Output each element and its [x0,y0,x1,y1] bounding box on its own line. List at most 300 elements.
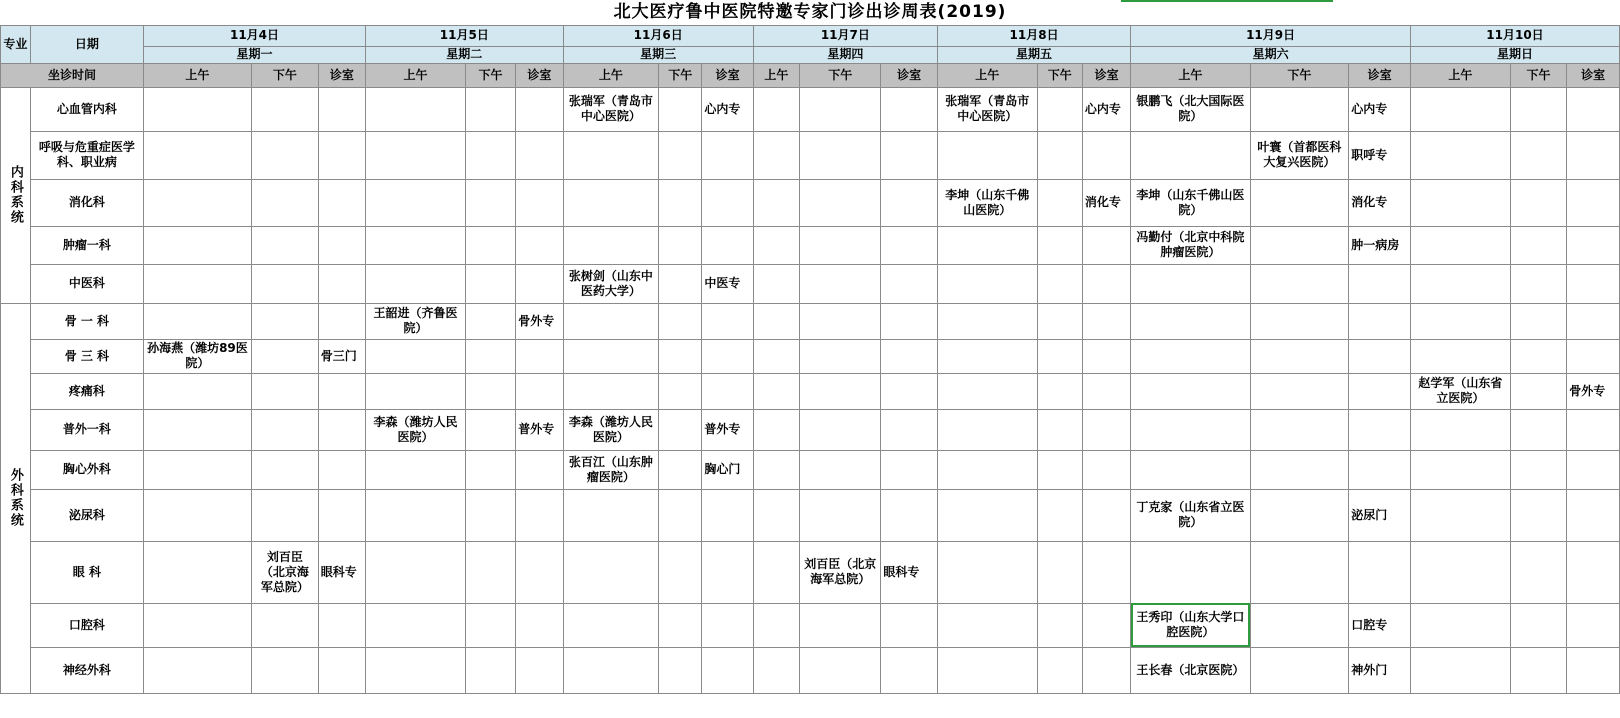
afternoon-cell[interactable] [659,226,702,264]
room-cell[interactable] [1082,647,1130,693]
room-cell[interactable]: 心内专 [702,87,753,131]
afternoon-cell[interactable] [1037,179,1082,226]
room-cell[interactable] [516,603,563,647]
morning-cell[interactable]: 丁克家（山东省立医院） [1131,489,1250,541]
room-cell[interactable] [1349,541,1411,603]
room-cell[interactable]: 心内专 [1082,87,1130,131]
morning-cell[interactable] [1131,450,1250,489]
afternoon-cell[interactable] [251,303,318,339]
morning-cell[interactable]: 张树剑（山东中医药大学） [563,264,659,303]
afternoon-cell[interactable] [1037,131,1082,179]
room-cell[interactable] [318,303,365,339]
morning-cell[interactable] [937,373,1037,409]
morning-cell[interactable] [143,264,251,303]
room-cell[interactable]: 口腔专 [1349,603,1411,647]
morning-cell[interactable] [1410,131,1510,179]
afternoon-cell[interactable] [1037,226,1082,264]
morning-cell[interactable] [937,264,1037,303]
morning-cell[interactable]: 王秀印（山东大学口腔医院） [1131,603,1250,647]
afternoon-cell[interactable] [659,541,702,603]
afternoon-cell[interactable] [251,409,318,450]
morning-cell[interactable]: 孙海燕（潍坊89医院） [143,339,251,373]
morning-cell[interactable] [563,489,659,541]
afternoon-cell[interactable] [1250,264,1349,303]
room-cell[interactable]: 眼科专 [318,541,365,603]
morning-cell[interactable] [563,131,659,179]
morning-cell[interactable] [1410,226,1510,264]
room-cell[interactable] [516,264,563,303]
morning-cell[interactable] [937,647,1037,693]
morning-cell[interactable] [1410,179,1510,226]
morning-cell[interactable] [753,647,799,693]
morning-cell[interactable] [366,603,466,647]
room-cell[interactable] [516,131,563,179]
room-cell[interactable] [881,339,938,373]
morning-cell[interactable] [937,226,1037,264]
afternoon-cell[interactable] [659,373,702,409]
room-cell[interactable] [318,264,365,303]
morning-cell[interactable] [937,489,1037,541]
morning-cell[interactable] [563,541,659,603]
morning-cell[interactable] [937,409,1037,450]
room-cell[interactable] [1082,409,1130,450]
room-cell[interactable] [881,303,938,339]
room-cell[interactable] [318,373,365,409]
morning-cell[interactable] [1410,603,1510,647]
morning-cell[interactable]: 王韶进（齐鲁医院） [366,303,466,339]
afternoon-cell[interactable] [1250,339,1349,373]
morning-cell[interactable] [563,303,659,339]
room-cell[interactable] [881,264,938,303]
room-cell[interactable] [1082,541,1130,603]
morning-cell[interactable] [753,179,799,226]
afternoon-cell[interactable] [800,179,881,226]
room-cell[interactable] [1082,264,1130,303]
morning-cell[interactable] [366,226,466,264]
afternoon-cell[interactable] [1037,303,1082,339]
room-cell[interactable] [1082,131,1130,179]
morning-cell[interactable] [1131,373,1250,409]
morning-cell[interactable] [1131,541,1250,603]
morning-cell[interactable] [753,489,799,541]
room-cell[interactable] [1567,541,1620,603]
afternoon-cell[interactable] [251,603,318,647]
afternoon-cell[interactable] [1250,303,1349,339]
morning-cell[interactable] [753,226,799,264]
afternoon-cell[interactable] [800,87,881,131]
afternoon-cell[interactable] [251,131,318,179]
afternoon-cell[interactable] [659,603,702,647]
room-cell[interactable] [1567,226,1620,264]
morning-cell[interactable] [563,647,659,693]
afternoon-cell[interactable] [1250,450,1349,489]
selection-indicator [1121,0,1333,2]
morning-cell[interactable] [1410,409,1510,450]
room-cell[interactable] [516,339,563,373]
morning-cell[interactable]: 李坤（山东千佛山医院） [1131,179,1250,226]
room-cell[interactable] [881,131,938,179]
afternoon-cell[interactable] [1037,264,1082,303]
room-cell[interactable]: 神外门 [1349,647,1411,693]
afternoon-cell[interactable] [1037,87,1082,131]
room-cell[interactable] [1349,373,1411,409]
afternoon-cell[interactable] [465,303,515,339]
morning-cell[interactable] [143,541,251,603]
afternoon-cell[interactable] [1510,373,1567,409]
morning-cell[interactable] [143,409,251,450]
room-cell[interactable] [1082,603,1130,647]
afternoon-cell[interactable] [251,226,318,264]
morning-cell[interactable] [937,450,1037,489]
morning-cell[interactable] [1410,87,1510,131]
afternoon-cell[interactable] [251,87,318,131]
afternoon-cell[interactable] [1250,409,1349,450]
room-cell[interactable] [1567,131,1620,179]
morning-cell[interactable] [753,264,799,303]
morning-cell[interactable] [937,339,1037,373]
morning-cell[interactable] [143,373,251,409]
afternoon-cell[interactable] [659,303,702,339]
morning-cell[interactable] [1131,409,1250,450]
afternoon-cell[interactable] [465,264,515,303]
room-cell[interactable] [1567,303,1620,339]
afternoon-cell[interactable] [1510,450,1567,489]
room-cell[interactable] [516,373,563,409]
afternoon-cell[interactable] [1510,603,1567,647]
morning-cell[interactable] [143,603,251,647]
room-cell[interactable] [702,131,753,179]
afternoon-cell[interactable] [465,373,515,409]
afternoon-cell[interactable] [800,226,881,264]
morning-cell[interactable] [1410,303,1510,339]
afternoon-cell[interactable] [1037,489,1082,541]
afternoon-cell[interactable] [1250,489,1349,541]
afternoon-cell[interactable] [800,131,881,179]
afternoon-cell[interactable] [800,603,881,647]
afternoon-cell[interactable] [465,179,515,226]
afternoon-cell[interactable] [251,373,318,409]
room-cell[interactable]: 骨外专 [1567,373,1620,409]
room-cell[interactable] [702,303,753,339]
room-cell[interactable] [702,647,753,693]
morning-cell[interactable]: 王长春（北京医院） [1131,647,1250,693]
morning-cell[interactable]: 银鹏飞（北大国际医院） [1131,87,1250,131]
afternoon-cell[interactable] [1250,647,1349,693]
room-cell[interactable] [516,489,563,541]
afternoon-cell[interactable] [659,131,702,179]
afternoon-cell[interactable] [1250,179,1349,226]
room-cell[interactable]: 普外专 [516,409,563,450]
afternoon-cell[interactable] [659,339,702,373]
afternoon-cell[interactable] [659,489,702,541]
room-cell[interactable] [516,541,563,603]
afternoon-cell[interactable] [800,303,881,339]
room-cell[interactable]: 职呼专 [1349,131,1411,179]
afternoon-cell[interactable] [800,373,881,409]
morning-cell[interactable] [366,450,466,489]
room-cell[interactable] [1567,450,1620,489]
afternoon-cell[interactable] [465,603,515,647]
afternoon-cell[interactable] [1250,87,1349,131]
room-cell[interactable]: 胸心门 [702,450,753,489]
morning-cell[interactable] [563,603,659,647]
room-cell[interactable] [881,179,938,226]
afternoon-cell[interactable] [465,541,515,603]
afternoon-cell[interactable] [1510,179,1567,226]
room-cell[interactable] [1349,264,1411,303]
afternoon-cell[interactable] [659,264,702,303]
time-header: 坐诊时间 [1,63,144,87]
room-cell[interactable] [702,373,753,409]
morning-cell[interactable] [937,541,1037,603]
morning-cell[interactable]: 李森（潍坊人民医院） [366,409,466,450]
room-cell[interactable] [318,409,365,450]
afternoon-cell[interactable] [465,131,515,179]
room-cell[interactable] [881,226,938,264]
room-cell[interactable]: 泌尿门 [1349,489,1411,541]
morning-cell[interactable] [366,87,466,131]
afternoon-cell[interactable] [465,647,515,693]
room-cell[interactable] [1082,450,1130,489]
room-cell[interactable] [702,603,753,647]
slot-header-am: 上午 [366,63,466,87]
afternoon-cell[interactable] [1250,603,1349,647]
morning-cell[interactable] [1131,303,1250,339]
room-cell[interactable]: 消化专 [1349,179,1411,226]
room-cell[interactable] [318,179,365,226]
afternoon-cell[interactable] [800,264,881,303]
morning-cell[interactable] [143,131,251,179]
room-cell[interactable]: 肿一病房 [1349,226,1411,264]
room-cell[interactable] [318,489,365,541]
morning-cell[interactable] [753,373,799,409]
room-cell[interactable] [1567,409,1620,450]
morning-cell[interactable] [366,339,466,373]
morning-cell[interactable] [143,179,251,226]
morning-cell[interactable] [563,226,659,264]
room-cell[interactable]: 眼科专 [881,541,938,603]
afternoon-cell[interactable] [1037,339,1082,373]
morning-cell[interactable] [937,303,1037,339]
morning-cell[interactable]: 张瑞军（青岛市中心医院） [937,87,1037,131]
morning-cell[interactable] [563,179,659,226]
morning-cell[interactable]: 张瑞军（青岛市中心医院） [563,87,659,131]
afternoon-cell[interactable] [1510,489,1567,541]
morning-cell[interactable] [937,131,1037,179]
afternoon-cell[interactable] [1250,541,1349,603]
room-cell[interactable] [881,603,938,647]
room-cell[interactable] [1082,303,1130,339]
room-cell[interactable] [1567,339,1620,373]
room-cell[interactable] [702,179,753,226]
afternoon-cell[interactable] [465,450,515,489]
morning-cell[interactable] [1410,489,1510,541]
morning-cell[interactable] [1410,541,1510,603]
morning-cell[interactable]: 李坤（山东千佛山医院） [937,179,1037,226]
morning-cell[interactable] [1410,647,1510,693]
room-cell[interactable]: 中医专 [702,264,753,303]
afternoon-cell[interactable] [1037,409,1082,450]
afternoon-cell[interactable] [1037,647,1082,693]
room-cell[interactable] [1349,450,1411,489]
afternoon-cell[interactable] [1510,647,1567,693]
room-cell[interactable] [1082,489,1130,541]
afternoon-cell[interactable] [800,339,881,373]
room-cell[interactable] [1082,226,1130,264]
morning-cell[interactable] [143,489,251,541]
morning-cell[interactable] [143,226,251,264]
room-cell[interactable] [1349,339,1411,373]
afternoon-cell[interactable]: 刘百臣（北京海军总院） [251,541,318,603]
afternoon-cell[interactable]: 刘百臣（北京海军总院） [800,541,881,603]
afternoon-cell[interactable] [1510,131,1567,179]
table-row [1,489,1620,541]
morning-cell[interactable] [753,541,799,603]
room-cell[interactable] [1567,647,1620,693]
afternoon-cell[interactable] [251,264,318,303]
afternoon-cell[interactable] [465,489,515,541]
afternoon-cell[interactable] [251,179,318,226]
morning-cell[interactable] [1131,131,1250,179]
room-cell[interactable] [881,87,938,131]
morning-cell[interactable] [753,131,799,179]
room-cell[interactable] [702,339,753,373]
afternoon-cell[interactable] [800,647,881,693]
room-cell[interactable] [702,226,753,264]
room-cell[interactable] [318,450,365,489]
morning-cell[interactable] [1410,264,1510,303]
afternoon-cell[interactable] [1510,87,1567,131]
morning-cell[interactable]: 张百江（山东肿瘤医院） [563,450,659,489]
room-cell[interactable] [881,450,938,489]
room-cell[interactable] [881,373,938,409]
morning-cell[interactable] [1131,264,1250,303]
afternoon-cell[interactable] [1510,339,1567,373]
morning-cell[interactable] [753,450,799,489]
morning-cell[interactable] [366,541,466,603]
room-cell[interactable] [881,647,938,693]
room-cell[interactable]: 普外专 [702,409,753,450]
morning-cell[interactable] [937,603,1037,647]
morning-cell[interactable]: 冯勤付（北京中科院肿瘤医院） [1131,226,1250,264]
room-cell[interactable] [516,647,563,693]
afternoon-cell[interactable] [1250,226,1349,264]
room-cell[interactable]: 骨三门 [318,339,365,373]
afternoon-cell[interactable] [659,87,702,131]
morning-cell[interactable] [366,264,466,303]
room-cell[interactable] [881,409,938,450]
morning-cell[interactable] [563,339,659,373]
room-cell[interactable]: 消化专 [1082,179,1130,226]
afternoon-cell[interactable] [1510,303,1567,339]
afternoon-cell[interactable] [1510,226,1567,264]
room-cell[interactable] [1567,87,1620,131]
morning-cell[interactable] [143,87,251,131]
afternoon-cell[interactable] [659,409,702,450]
room-cell[interactable]: 骨外专 [516,303,563,339]
afternoon-cell[interactable] [465,409,515,450]
morning-cell[interactable] [1410,450,1510,489]
morning-cell[interactable] [753,303,799,339]
morning-cell[interactable] [366,489,466,541]
room-cell[interactable] [702,541,753,603]
afternoon-cell[interactable] [251,339,318,373]
afternoon-cell[interactable] [1510,264,1567,303]
morning-cell[interactable] [366,179,466,226]
morning-cell[interactable] [143,647,251,693]
room-cell[interactable] [318,647,365,693]
afternoon-cell[interactable] [465,339,515,373]
room-cell[interactable] [1082,339,1130,373]
morning-cell[interactable] [143,303,251,339]
room-cell[interactable] [318,603,365,647]
morning-cell[interactable]: 李森（潍坊人民医院） [563,409,659,450]
room-cell[interactable] [702,489,753,541]
morning-cell[interactable] [753,603,799,647]
afternoon-cell[interactable] [659,450,702,489]
room-cell[interactable] [516,450,563,489]
afternoon-cell[interactable] [251,647,318,693]
room-cell[interactable] [318,87,365,131]
room-cell[interactable] [516,87,563,131]
afternoon-cell[interactable] [465,226,515,264]
afternoon-cell[interactable] [1510,409,1567,450]
afternoon-cell[interactable] [1510,541,1567,603]
afternoon-cell[interactable] [251,450,318,489]
room-cell[interactable] [318,131,365,179]
morning-cell[interactable]: 赵学军（山东省立医院） [1410,373,1510,409]
room-cell[interactable] [1349,409,1411,450]
afternoon-cell[interactable] [659,647,702,693]
room-cell[interactable] [1349,303,1411,339]
afternoon-cell[interactable] [1250,373,1349,409]
slot-header-room: 诊室 [702,63,753,87]
morning-cell[interactable] [143,450,251,489]
afternoon-cell[interactable] [800,450,881,489]
morning-cell[interactable] [1410,339,1510,373]
afternoon-cell[interactable]: 叶寰（首都医科大复兴医院） [1250,131,1349,179]
morning-cell[interactable] [753,409,799,450]
afternoon-cell[interactable] [1037,373,1082,409]
afternoon-cell[interactable] [659,179,702,226]
morning-cell[interactable] [366,647,466,693]
afternoon-cell[interactable] [800,489,881,541]
morning-cell[interactable] [366,373,466,409]
room-cell[interactable] [1567,264,1620,303]
room-cell[interactable] [1082,373,1130,409]
room-cell[interactable] [516,179,563,226]
afternoon-cell[interactable] [1037,541,1082,603]
afternoon-cell[interactable] [251,489,318,541]
room-cell[interactable]: 心内专 [1349,87,1411,131]
room-cell[interactable] [318,226,365,264]
weekday-cell: 星期二 [366,46,563,63]
afternoon-cell[interactable] [465,87,515,131]
afternoon-cell[interactable] [1037,603,1082,647]
morning-cell[interactable] [753,339,799,373]
morning-cell[interactable] [1131,339,1250,373]
morning-cell[interactable] [753,87,799,131]
room-cell[interactable] [881,489,938,541]
room-cell[interactable] [1567,603,1620,647]
room-cell[interactable] [1567,179,1620,226]
afternoon-cell[interactable] [800,409,881,450]
room-cell[interactable] [1567,489,1620,541]
afternoon-cell[interactable] [1037,450,1082,489]
room-cell[interactable] [516,226,563,264]
morning-cell[interactable] [563,373,659,409]
morning-cell[interactable] [366,131,466,179]
